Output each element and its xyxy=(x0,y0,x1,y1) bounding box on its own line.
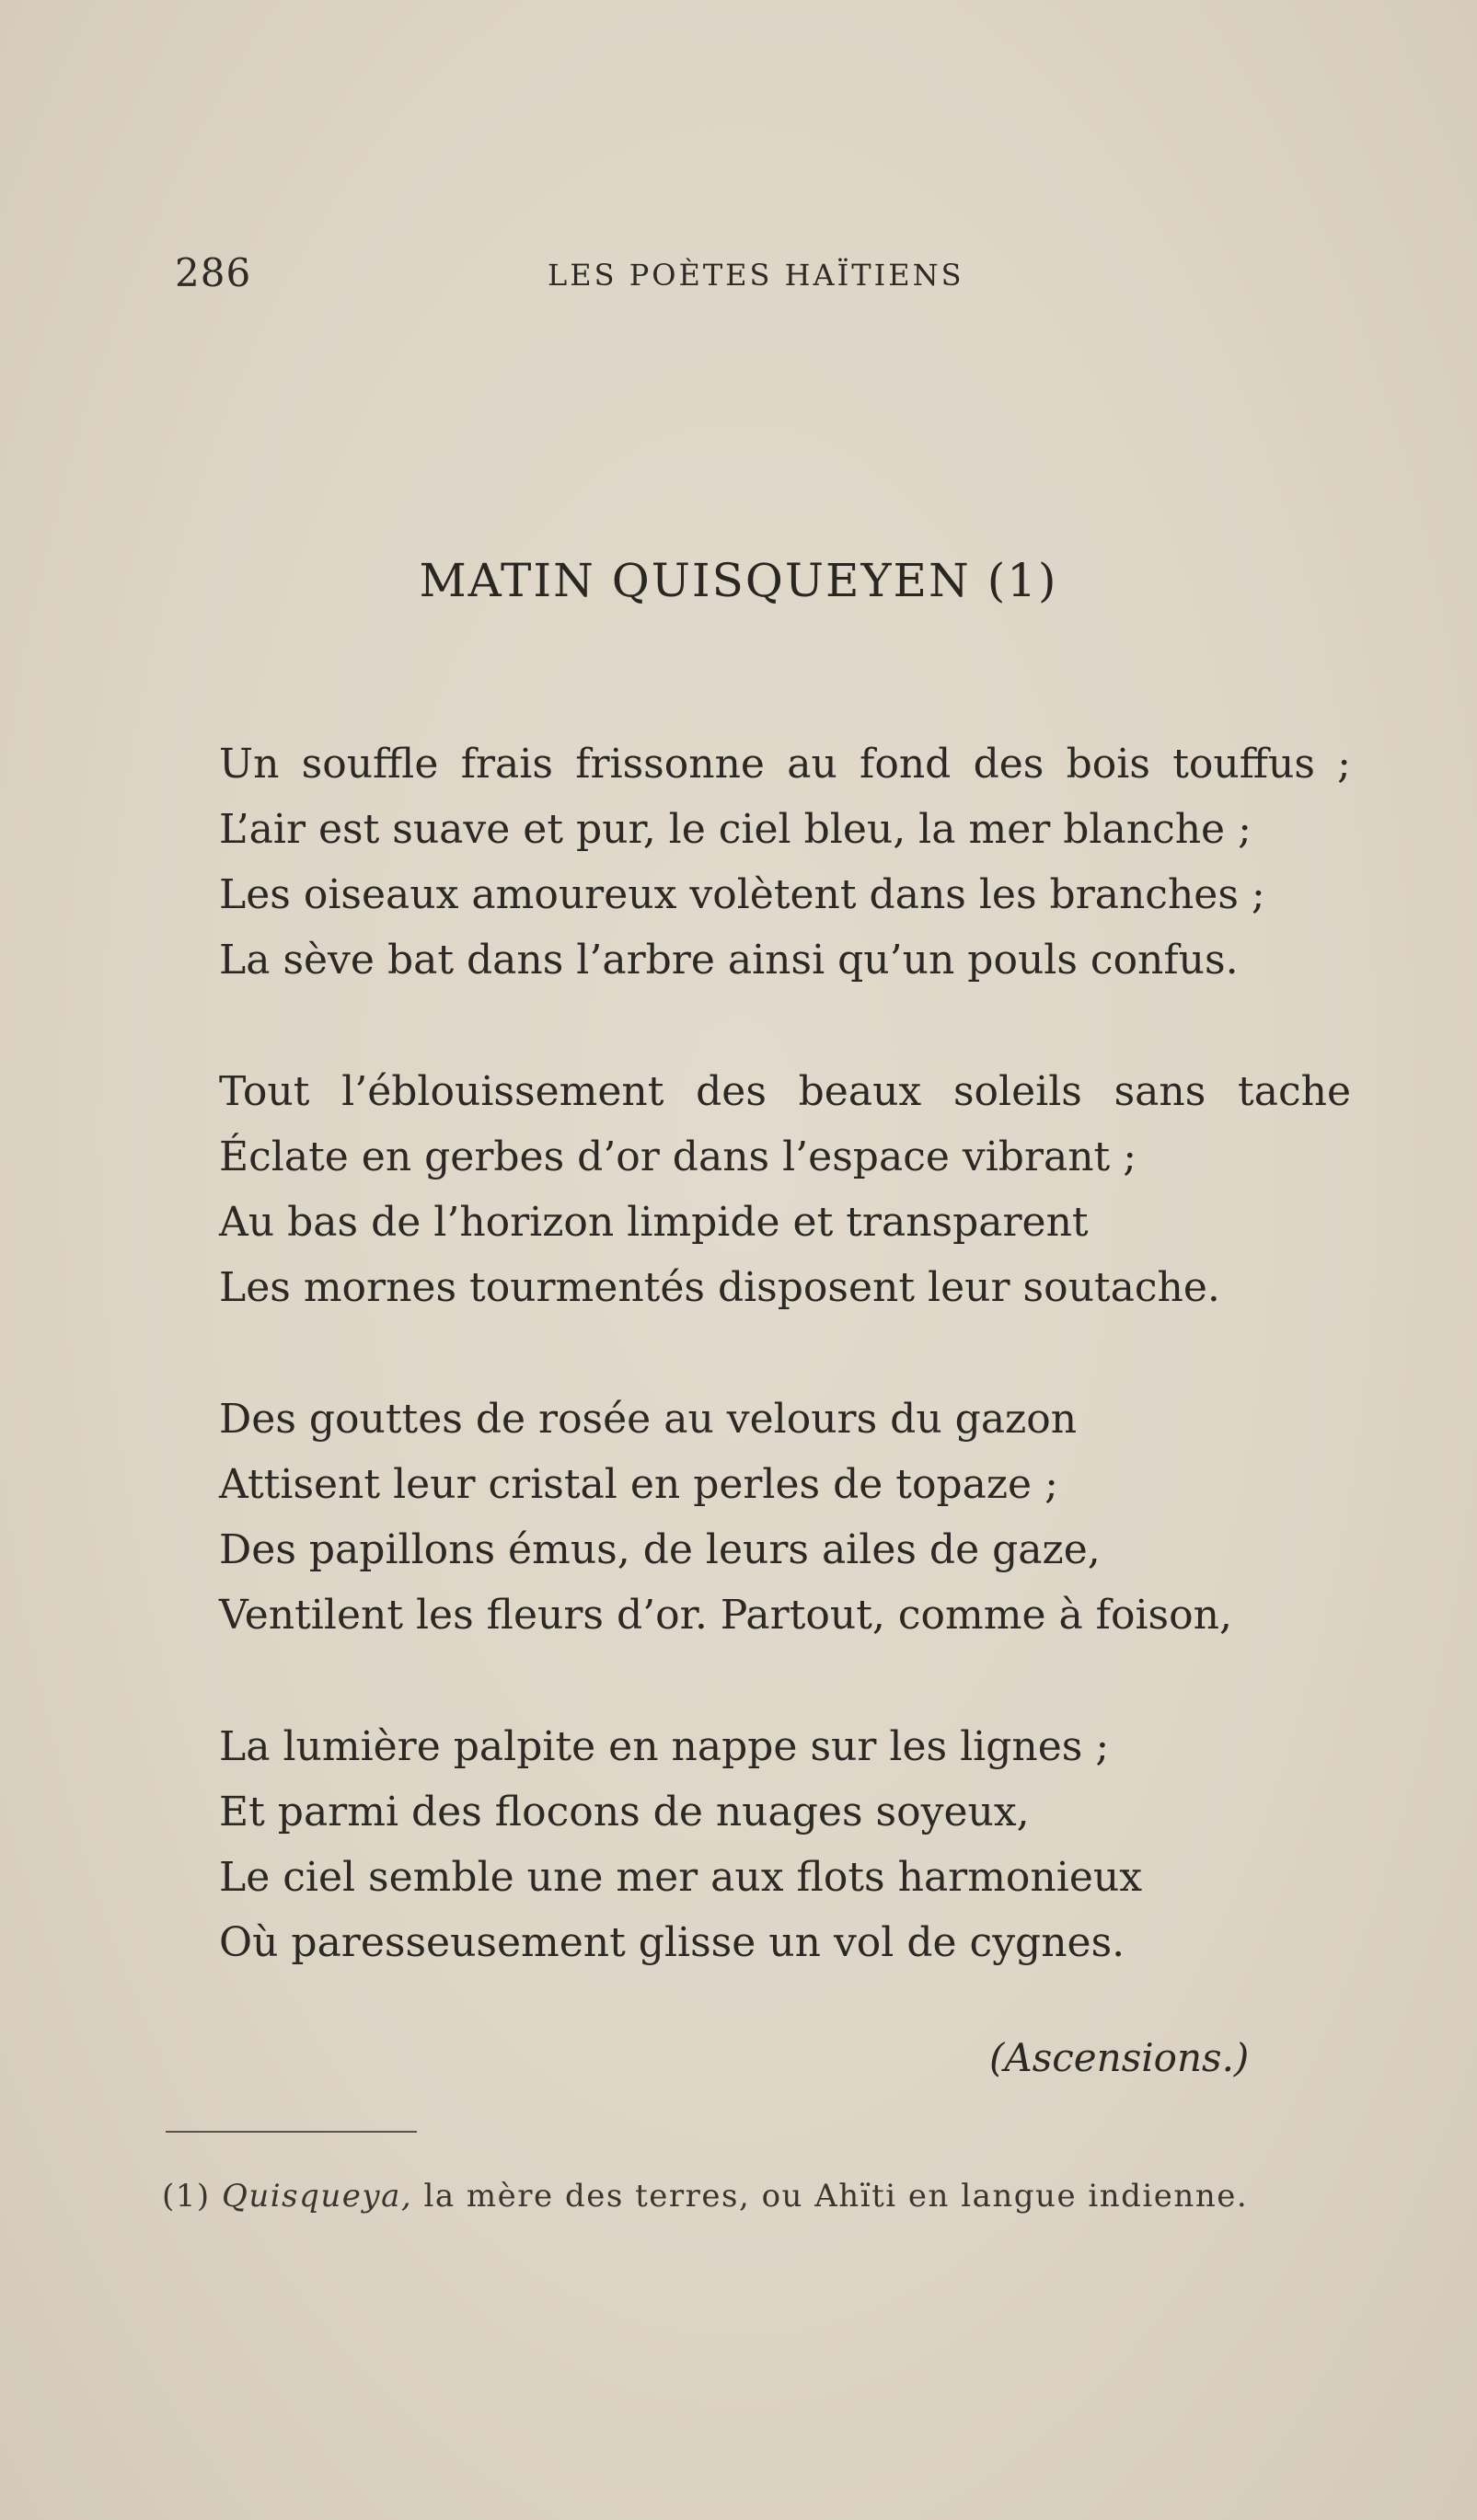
verse-line: Les mornes tourmentés disposent leur soutache. xyxy=(219,1264,1220,1311)
verse-line: Des gouttes de rosée au velours du gazon xyxy=(219,1396,1078,1443)
verse-line: Des papillons émus, de leurs ailes de gaze, xyxy=(219,1526,1101,1573)
verse-line: L’air est suave et pur, le ciel bleu, la mer blanche ; xyxy=(219,806,1252,853)
verse-line: Au bas de l’horizon limpide et transparent xyxy=(219,1199,1089,1246)
page-number: 286 xyxy=(175,250,252,295)
verse-line: Le ciel semble une mer aux flots harmonieux xyxy=(219,1854,1143,1901)
stanza-3 xyxy=(219,1387,1360,1648)
poem-title-footnote-ref: (1) xyxy=(987,554,1058,607)
verse-line: Un souffle frais frissonne au fond des bois touffus ; xyxy=(219,741,1351,788)
footnote-marker: (1) xyxy=(162,2178,211,2215)
stanza-4 xyxy=(219,1714,1360,1975)
verse-line: Et parmi des flocons de nuages soyeux, xyxy=(219,1789,1030,1835)
verse-line: Attisent leur cristal en perles de topaze ; xyxy=(219,1461,1058,1508)
verse-line: Tout l’éblouissement des beaux soleils sans tache xyxy=(219,1068,1351,1115)
poem-body xyxy=(219,731,1360,2042)
footnote-divider xyxy=(166,2131,417,2133)
verse-line: Les oiseaux amoureux volètent dans les branches ; xyxy=(219,871,1265,918)
footnote-term: Quisqueya, xyxy=(221,2178,413,2215)
verse-line: Éclate en gerbes d’or dans l’espace vibrant ; xyxy=(219,1133,1137,1180)
poem-title xyxy=(0,554,1477,607)
footnote xyxy=(162,2174,1334,2218)
verse-line: La lumière palpite en nappe sur les lignes ; xyxy=(219,1723,1110,1770)
poem-source: (Ascensions.) xyxy=(989,2035,1250,2080)
running-head: LES POÈTES HAÏTIENS xyxy=(548,258,964,293)
stanza-1 xyxy=(219,731,1360,993)
verse-line: Ventilent les fleurs d’or. Partout, comme à foison, xyxy=(219,1592,1232,1639)
page-header xyxy=(175,250,1353,305)
verse-line: Où paresseusement glisse un vol de cygnes. xyxy=(219,1919,1125,1966)
verse-line: La sève bat dans l’arbre ainsi qu’un pouls confus. xyxy=(219,937,1239,984)
stanza-2 xyxy=(219,1059,1360,1320)
poem-title-text: MATIN QUISQUEYEN xyxy=(419,554,971,607)
footnote-text: la mère des terres, ou Ahïti en langue indienne. xyxy=(423,2178,1249,2215)
